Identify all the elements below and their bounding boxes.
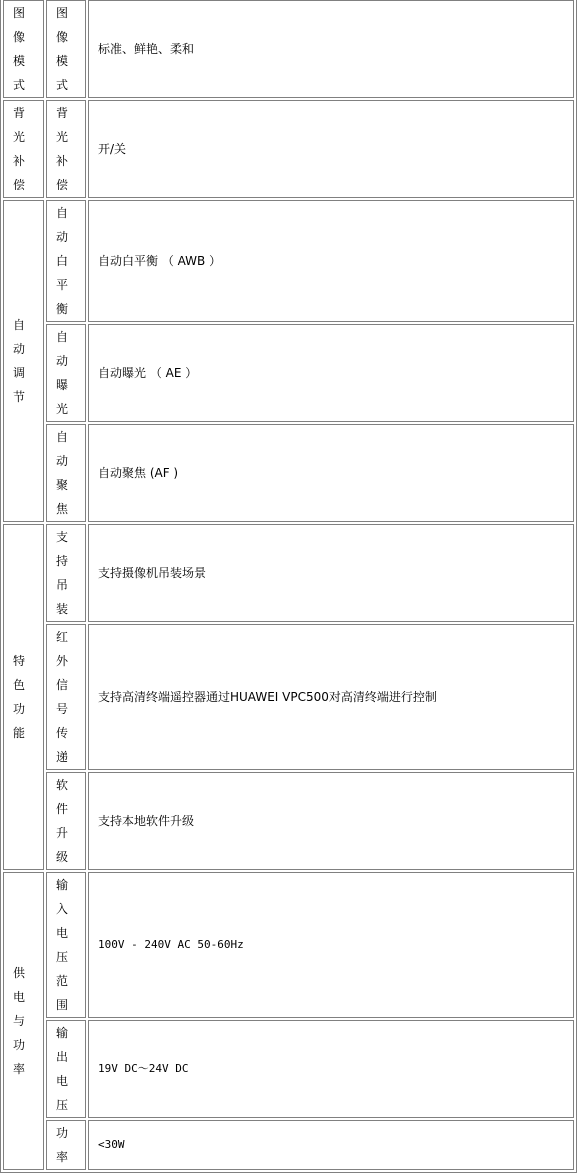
subcategory-label: 背光 <box>56 106 69 144</box>
category-label: 偿 <box>13 178 26 192</box>
category-label: 自动调 <box>13 318 26 380</box>
category-cell-features <box>3 524 44 870</box>
subcategory-cell <box>46 0 86 98</box>
category-cell-backlight <box>3 100 44 198</box>
value-cell: 自动曝光 （ AE ） <box>88 324 574 422</box>
subcategory-label: 衡 <box>56 302 69 316</box>
subcategory-cell <box>46 872 86 1018</box>
subcategory-label: 图像 <box>56 6 69 44</box>
value-cell: 支持高清终端遥控器通过HUAWEI VPC500对高清终端进行控制 <box>88 624 574 770</box>
subcategory-label: 自动 <box>56 430 69 468</box>
table-row <box>3 100 574 198</box>
table-row <box>3 772 574 870</box>
category-label: 供电与 <box>13 966 26 1028</box>
table-row <box>3 872 574 1018</box>
subcategory-label: 自动 <box>56 206 69 244</box>
category-cell-image-mode <box>3 0 44 98</box>
value-cell: 19V DC～24V DC <box>88 1020 574 1118</box>
table-row <box>3 1120 574 1170</box>
value-cell: 支持本地软件升级 <box>88 772 574 870</box>
table-row <box>3 524 574 622</box>
category-label: 背光补 <box>13 106 26 168</box>
category-label: 功率 <box>13 1038 26 1076</box>
subcategory-cell <box>46 624 86 770</box>
subcategory-label: 白平 <box>56 254 69 292</box>
subcategory-label: 输入 <box>56 878 69 916</box>
category-label: 特色功 <box>13 654 26 716</box>
subcategory-label: 红外 <box>56 630 69 668</box>
table-row <box>3 624 574 770</box>
category-label: 式 <box>13 78 26 92</box>
subcategory-label: 模式 <box>56 54 69 92</box>
value-cell: 标准、鲜艳、柔和 <box>88 0 574 98</box>
subcategory-label: 曝光 <box>56 378 69 416</box>
subcategory-label: 输出 <box>56 1026 69 1064</box>
value-cell: <30W <box>88 1120 574 1170</box>
table-row <box>3 0 574 98</box>
subcategory-label: 传递 <box>56 726 69 764</box>
table-row <box>3 424 574 522</box>
value-cell: 100V - 240V AC 50-60Hz <box>88 872 574 1018</box>
category-label: 图像模 <box>13 6 26 68</box>
value-cell: 自动聚焦 (AF ) <box>88 424 574 522</box>
subcategory-label: 电压 <box>56 926 69 964</box>
subcategory-label: 电压 <box>56 1074 69 1112</box>
subcategory-label: 吊装 <box>56 578 69 616</box>
table-row <box>3 1020 574 1118</box>
table-row <box>3 200 574 322</box>
subcategory-label: 信号 <box>56 678 69 716</box>
subcategory-label: 软件 <box>56 778 69 816</box>
subcategory-label: 支持 <box>56 530 69 568</box>
subcategory-label: 自动 <box>56 330 69 368</box>
subcategory-label: 补偿 <box>56 154 69 192</box>
value-cell: 自动白平衡 （ AWB ） <box>88 200 574 322</box>
table-row <box>3 324 574 422</box>
subcategory-cell <box>46 200 86 322</box>
subcategory-label: 聚焦 <box>56 478 69 516</box>
value-cell: 支持摄像机吊装场景 <box>88 524 574 622</box>
subcategory-cell <box>46 772 86 870</box>
subcategory-label: 升级 <box>56 826 69 864</box>
category-label: 节 <box>13 390 26 404</box>
category-cell-auto-adjust <box>3 200 44 522</box>
subcategory-cell <box>46 524 86 622</box>
category-label: 能 <box>13 726 26 740</box>
subcategory-cell <box>46 424 86 522</box>
subcategory-label: 范围 <box>56 974 69 1012</box>
subcategory-cell <box>46 100 86 198</box>
subcategory-cell <box>46 1120 86 1170</box>
category-cell-power <box>3 872 44 1170</box>
subcategory-label: 功率 <box>56 1126 69 1164</box>
subcategory-cell <box>46 1020 86 1118</box>
subcategory-cell <box>46 324 86 422</box>
value-cell: 开/关 <box>88 100 574 198</box>
